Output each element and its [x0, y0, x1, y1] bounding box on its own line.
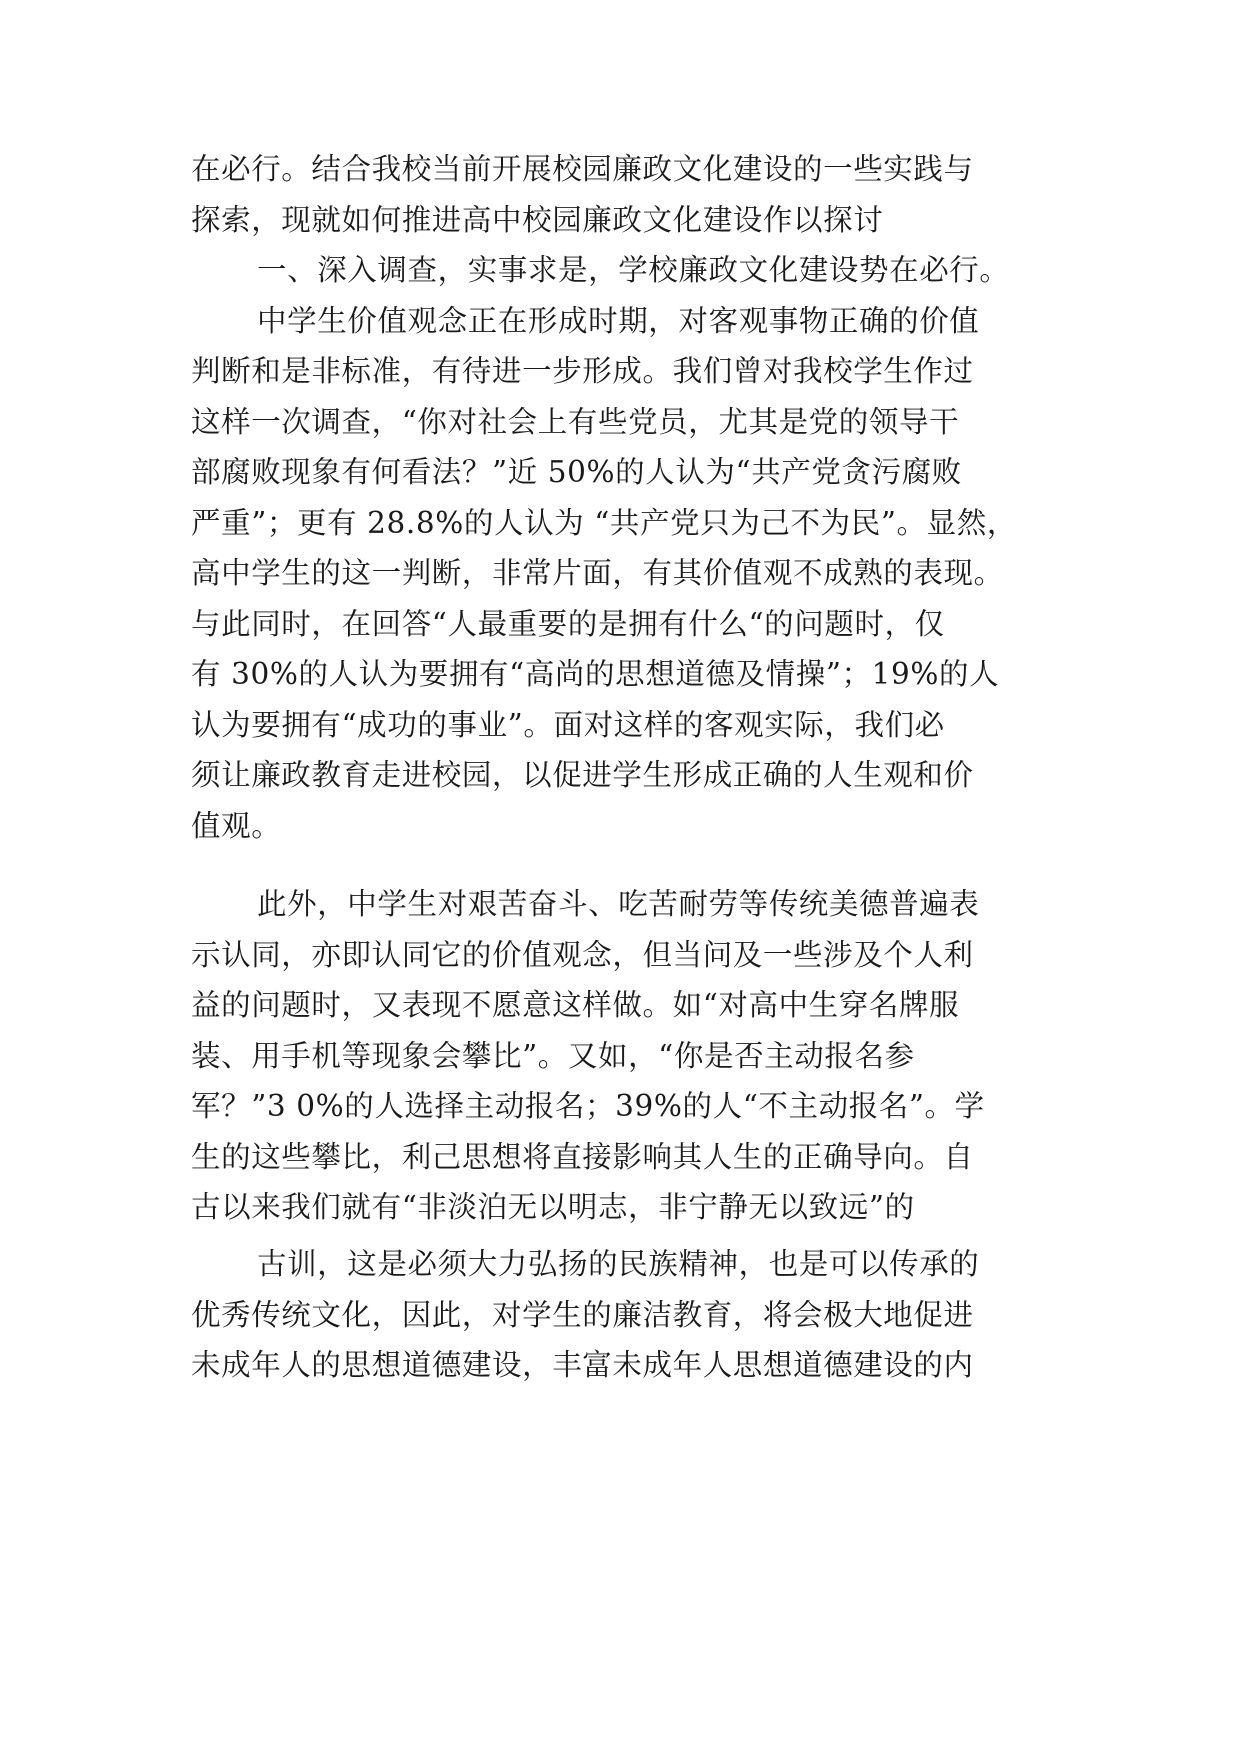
text-block-middle [191, 879, 1053, 1233]
text-line: 未成年人的思想道德建设，丰富未成年人思想道德建设的内 [191, 1348, 974, 1382]
text-line: 与此同时，在回答“人最重要的是拥有什么“的问题时，仅 [191, 606, 945, 641]
text-line: 认为要拥有“成功的事业”。面对这样的客观实际，我们必 [191, 707, 945, 742]
text-line: 装、用手机等现象会攀比”。又如，“你是否主动报名参 [191, 1038, 915, 1073]
text-block-lower [191, 1239, 1053, 1391]
text-line: 益的问题时，又表现不愿意这样做。如“对高中生穿名牌服 [191, 988, 960, 1022]
text-block-upper [191, 144, 1053, 851]
text-line: 在必行。结合我校当前开展校园廉政文化建设的一些实践与 [191, 152, 974, 186]
text-line: 军？”3 0%的人选择主动报名；39%的人“不主动报名”。学 [191, 1089, 985, 1123]
text-line: 此外，中学生对艰苦奋斗、吃苦耐劳等传统美德普遍表 [257, 887, 980, 921]
text-line: 古训，这是必须大力弘扬的民族精神，也是可以传承的 [257, 1247, 980, 1281]
text-line: 优秀传统文化，因此，对学生的廉洁教育，将会极大地促进 [191, 1297, 974, 1332]
text-line: 值观。 [191, 808, 282, 843]
text-line: 高中学生的这一判断，非常片面，有其价值观不成熟的表现。 [191, 556, 1004, 590]
text-line: 这样一次调查，“你对社会上有些党员，尤其是党的领导干 [191, 404, 960, 439]
text-line: 须让廉政教育走进校园，以促进学生形成正确的人生观和价 [191, 758, 974, 792]
text-line: 判断和是非标准，有待进一步形成。我们曾对我校学生作过 [191, 354, 974, 388]
text-line: 有 30%的人认为要拥有“高尚的思想道德及情操”；19%的人 [191, 657, 1000, 691]
text-line: 部腐败现象有何看法？”近 50%的人认为“共产党贪污腐败 [191, 455, 962, 489]
text-line: 示认同，亦即认同它的价值观念，但当问及一些涉及个人利 [191, 937, 974, 972]
text-line: 中学生价值观念正在形成时期，对客观事物正确的价值 [257, 303, 980, 338]
text-line: 生的这些攀比，利己思想将直接影响其人生的正确导向。自 [191, 1139, 974, 1174]
section-heading: 一、深入调查，实事求是，学校廉政文化建设势在必行。 [257, 253, 1010, 287]
text-line: 探索，现就如何推进高中校园廉政文化建设作以探讨 [191, 202, 884, 237]
text-line: 古以来我们就有“非淡泊无以明志，非宁静无以致远”的 [191, 1190, 915, 1224]
text-line: 严重”；更有 28.8%的人认为 “共产党只为己不为民”。显然， [191, 505, 1017, 540]
